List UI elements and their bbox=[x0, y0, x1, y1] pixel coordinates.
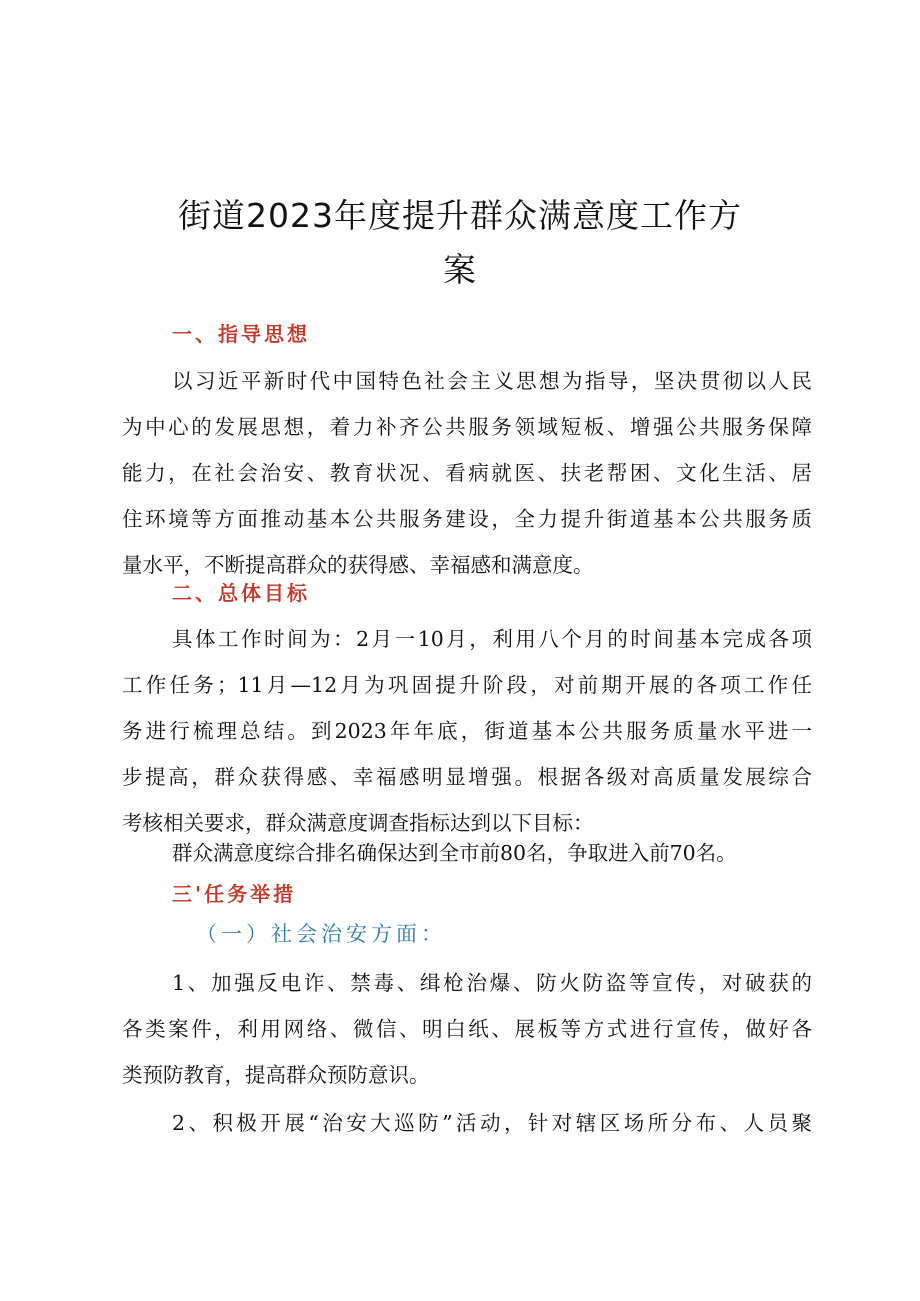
paragraph-line: 能力，在社会治安、教育状况、看病就医、扶老帮困、文化生活、居 bbox=[122, 461, 812, 485]
paragraph-line: 务进行梳理总结。到2023年年底，街道基本公共服务质量水平进一 bbox=[122, 719, 812, 743]
subsection-heading-public-security: （一）社会治安方面： bbox=[196, 922, 446, 946]
section-heading-guiding-ideology: 一、指导思想 bbox=[172, 322, 310, 346]
section-heading-task-measures: 三'任务举措 bbox=[172, 882, 297, 906]
list-item-line: 1、加强反电诈、禁毒、缉枪治爆、防火防盗等宣传，对破获的 bbox=[172, 971, 812, 995]
list-item-line: 2、积极开展“治安大巡防”活动，针对辖区场所分布、人员聚 bbox=[172, 1111, 812, 1135]
paragraph-line: 工作任务；11月—12月为巩固提升阶段，对前期开展的各项工作任 bbox=[122, 673, 812, 697]
target-ranking-text: 群众满意度综合排名确保达到全市前80名，争取进入前70名。 bbox=[172, 841, 737, 865]
paragraph-line: 步提高，群众获得感、幸福感明显增强。根据各级对高质量发展综合 bbox=[122, 765, 812, 789]
list-item-line: 类预防教育，提高群众预防意识。 bbox=[122, 1063, 430, 1087]
section-heading-overall-goal: 二、总体目标 bbox=[172, 581, 310, 605]
paragraph-line: 为中心的发展思想，着力补齐公共服务领域短板、增强公共服务保障 bbox=[122, 415, 812, 439]
paragraph-line: 考核相关要求，群众满意度调查指标达到以下目标： bbox=[122, 811, 594, 835]
document-title-line-2: 案 bbox=[443, 250, 477, 289]
paragraph-line: 量水平，不断提高群众的获得感、幸福感和满意度。 bbox=[122, 553, 594, 577]
paragraph-line: 住环境等方面推动基本公共服务建设，全力提升街道基本公共服务质 bbox=[122, 507, 812, 531]
document-title-line-1: 街道2023年度提升群众满意度工作方 bbox=[178, 196, 742, 235]
list-item-line: 各类案件，利用网络、微信、明白纸、展板等方式进行宣传，做好各 bbox=[122, 1017, 812, 1041]
paragraph-line: 具体工作时间为：2月一10月，利用八个月的时间基本完成各项 bbox=[172, 627, 812, 651]
paragraph-line: 以习近平新时代中国特色社会主义思想为指导，坚决贯彻以人民 bbox=[172, 369, 812, 393]
